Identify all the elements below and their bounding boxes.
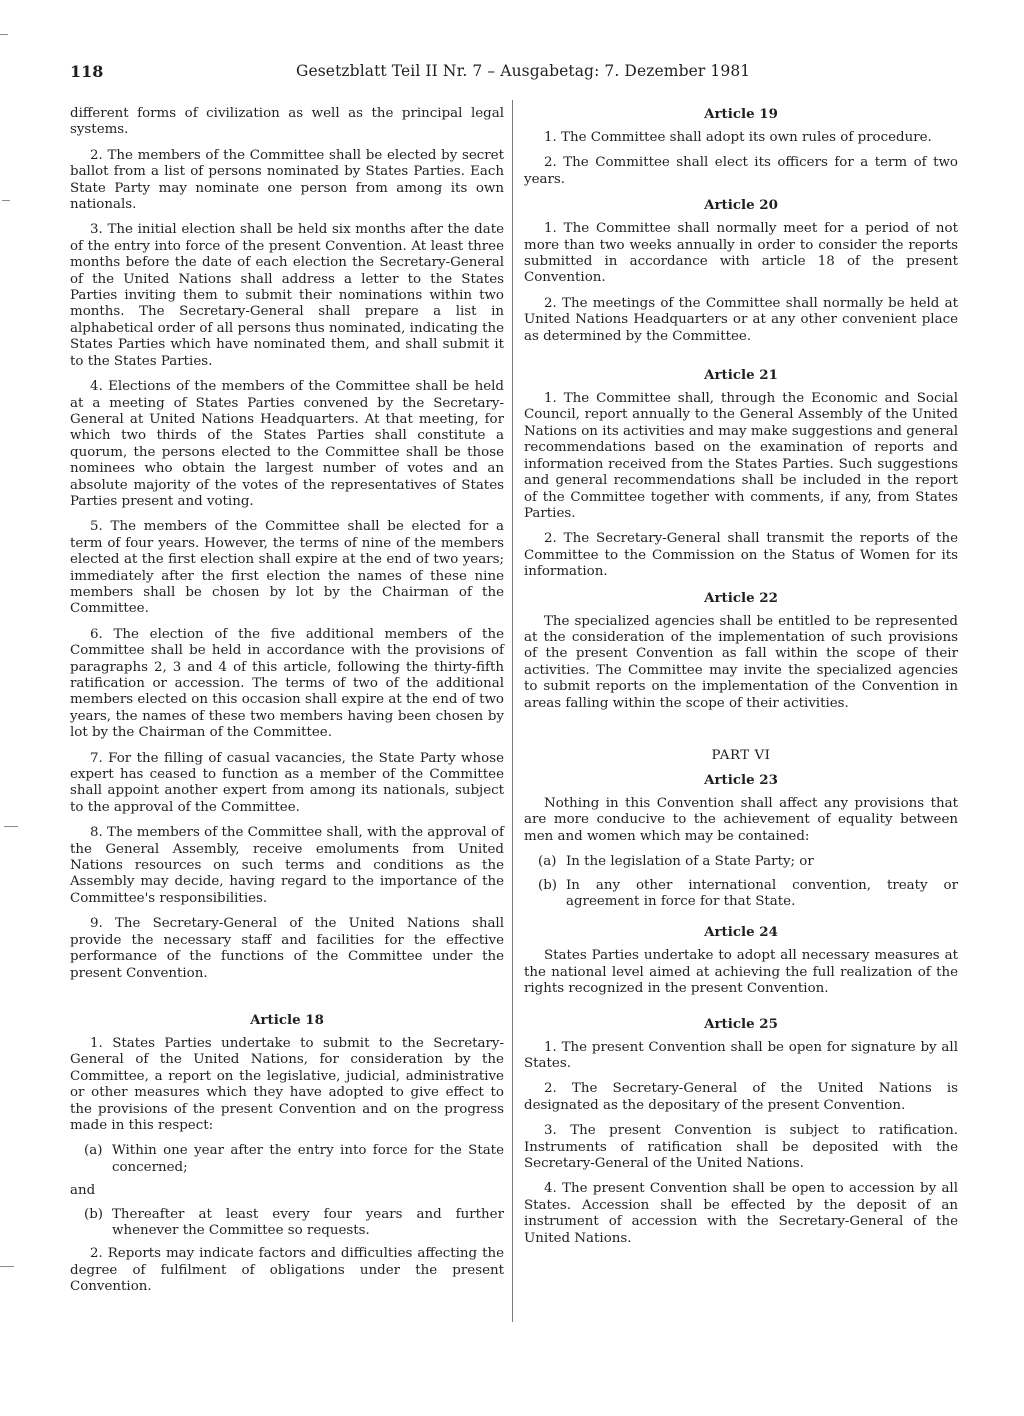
article-heading: Article 21 <box>704 367 778 384</box>
list-item <box>524 854 958 870</box>
paragraph: 4. Elections of the members of the Committee shall be held at a meeting of States Parties convened by the Secretary-General at United Nations Headquarters. At that meeting, for which two thirds of the States Parties shall constitute a quorum, the persons elected to the Committee shall be those nominees who obtain the largest number of votes and an absolute majority of the votes of the representatives of States Parties present and voting. <box>70 379 504 509</box>
page-number: 118 <box>70 62 104 81</box>
paragraph: 2. The Secretary-General shall transmit the reports of the Committee to the Commission on the Status of Women for its information. <box>524 531 958 580</box>
paragraph: 2. The meetings of the Committee shall normally be held at United Nations Headquarters or at any other convenient place as determined by the Committee. <box>524 295 958 344</box>
list-item-label: (a) <box>84 1143 103 1159</box>
margin-mark <box>0 34 8 35</box>
article-heading: Article 23 <box>704 771 778 788</box>
list-item <box>70 1143 504 1176</box>
article-heading: Article 22 <box>704 589 778 606</box>
paragraph: 8. The members of the Committee shall, with the approval of the General Assembly, receive emoluments from United Nations resources on such terms and conditions as the Assembly may decide, having regard to the importance of the Committee's responsibilities. <box>70 825 504 906</box>
paragraph: 3. The present Convention is subject to ratification. Instruments of ratification shall be deposited with the Secretary-General of the United Nations. <box>524 1123 958 1172</box>
paragraph: States Parties undertake to adopt all necessary measures at the national level aimed at achieving the full realization of the rights recognized in the present Convention. <box>524 948 958 997</box>
article-heading: Article 24 <box>704 924 778 941</box>
paragraph: 2. The Secretary-General of the United Nations is designated as the depositary of the present Convention. <box>524 1081 958 1113</box>
margin-mark <box>4 826 18 827</box>
paragraph: 1. States Parties undertake to submit to the Secretary-General of the United Nations, for consideration by the Committee, a report on the legislative, judicial, administrative or other measures which they have adopted to give effect to the provisions of the present Convention and on the progress made in this respect: <box>70 1035 504 1133</box>
paragraph: 5. The members of the Committee shall be elected for a term of four years. However, the terms of nine of the members elected at the first election shall expire at the end of two years; immediately after the first election the names of these nine members shall be chosen by lot by the Chairman of the Committee. <box>70 519 504 617</box>
margin-mark <box>0 1266 14 1267</box>
paragraph: 1. The Committee shall normally meet for a period of not more than two weeks annually in order to consider the reports submitted in accordance with article 18 of the present Convention. <box>524 221 958 286</box>
paragraph: 4. The present Convention shall be open to accession by all States. Accession shall be effected by the deposit of an instrument of accession with the Secretary-General of the United Nations. <box>524 1181 958 1246</box>
part-heading: PART VI <box>711 747 771 763</box>
conjunction: and <box>70 1183 96 1199</box>
paragraph: 2. Reports may indicate factors and difficulties affecting the degree of fulfilment of obligations under the present Convention. <box>70 1246 504 1295</box>
paragraph: 1. The Committee shall, through the Economic and Social Council, report annually to the General Assembly of the United Nations on its activities and may make suggestions and general recommendations based on the examination of reports and information received from the States Parties. Such suggestions and general recommendations shall be included in the report of the Committee together with comments, if any, from States Parties. <box>524 391 958 521</box>
paragraph: 1. The Committee shall adopt its own rules of procedure. <box>544 130 932 145</box>
paragraph: 7. For the filling of casual vacancies, the State Party whose expert has ceased to function as a member of the Committee shall appoint another expert from among its nationals, subject to the approval of the Committee. <box>70 750 504 815</box>
left-column <box>70 106 504 1305</box>
article-heading: Article 25 <box>704 1015 778 1032</box>
right-column <box>524 106 958 1256</box>
list-item-text: In the legislation of a State Party; or <box>566 854 814 870</box>
paragraph: 9. The Secretary-General of the United Nations shall provide the necessary staff and facilities for the effective performance of the functions of the Committee under the present Convention. <box>70 916 504 981</box>
article-heading: Article 20 <box>704 197 778 214</box>
article-heading: Article 18 <box>250 1011 324 1028</box>
paragraph: different forms of civilization as well as the principal legal systems. <box>70 106 504 138</box>
paragraph: 3. The initial election shall be held six months after the date of the entry into force of the present Convention. At least three months before the date of each election the Secretary-General of the United Nations shall address a letter to the States Parties inviting them to submit their nominations within two months. The Secretary-General shall prepare a list in alphabetical order of all persons thus nominated, indicating the States Parties which have nominated them, and shall submit it to the States Parties. <box>70 222 504 369</box>
paragraph: 6. The election of the five additional members of the Committee shall be held in accordance with the provisions of paragraphs 2, 3 and 4 of this article, following the thirty-fifth ratification or accession. The terms of two of the additional members elected on this occasion shall expire at the end of two years, the names of these two members having been chosen by lot by the Chairman of the Committee. <box>70 626 504 741</box>
list-item-text: Within one year after the entry into force for the State concerned; <box>112 1143 504 1175</box>
list-item <box>524 878 958 911</box>
list-item-label: (a) <box>538 854 557 870</box>
column-divider <box>512 100 513 1322</box>
paragraph: 2. The Committee shall elect its officers for a term of two years. <box>524 155 958 187</box>
paragraph: 2. The members of the Committee shall be elected by secret ballot from a list of persons nominated by States Parties. Each State Party may nominate one person from among its own nationals. <box>70 147 504 213</box>
page-header <box>70 62 960 84</box>
paragraph: Nothing in this Convention shall affect any provisions that are more conducive to the achievement of equality between men and women which may be contained: <box>524 795 958 844</box>
margin-mark <box>2 200 10 201</box>
article-heading: Article 19 <box>704 106 778 122</box>
list-item-label: (b) <box>538 877 558 893</box>
list-item-text: In any other international convention, treaty or agreement in force for that State. <box>566 877 958 909</box>
paragraph: The specialized agencies shall be entitled to be represented at the consideration of the implementation of such provisions of the present Convention as fall within the scope of their activities. The Committee may invite the specialized agencies to submit reports on the implementation of the Convention in areas falling within the scope of their activities. <box>524 613 958 711</box>
list-item-label: (b) <box>84 1206 104 1222</box>
list-item <box>70 1207 504 1240</box>
list-item-text: Thereafter at least every four years and further whenever the Committee so requests. <box>112 1206 504 1238</box>
paragraph: 1. The present Convention shall be open for signature by all States. <box>524 1039 958 1072</box>
running-head: Gesetzblatt Teil II Nr. 7 – Ausgabetag: 7. Dezember 1981 <box>296 62 751 80</box>
